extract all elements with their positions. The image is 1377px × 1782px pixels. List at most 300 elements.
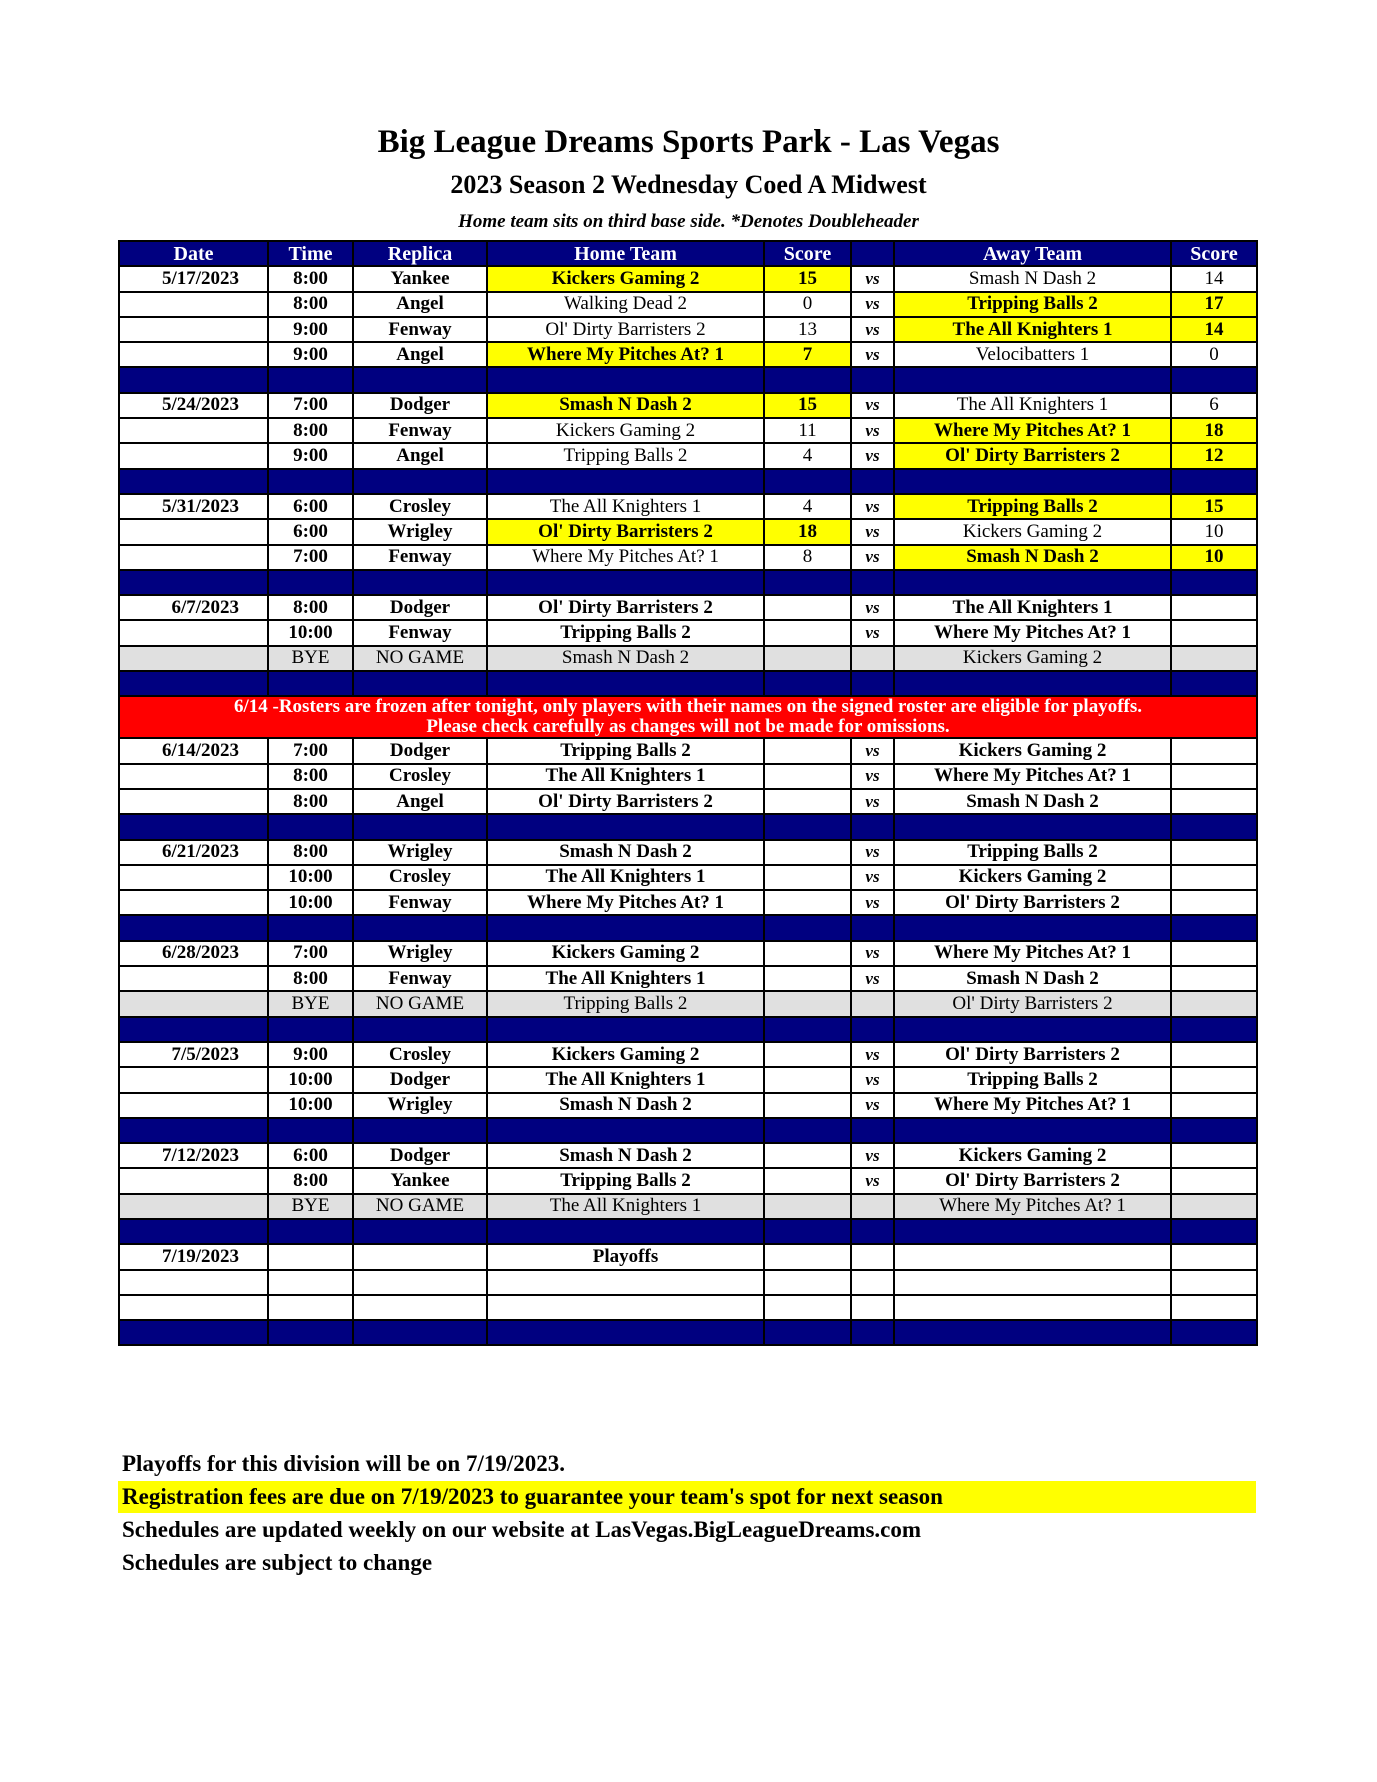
vs-cell: vs [851,595,894,620]
blank-cell [268,1270,353,1295]
spacer-row [119,671,1257,696]
vs-cell: vs [851,865,894,890]
replica-cell: NO GAME [353,991,487,1016]
spacer-cell [894,570,1171,595]
spacer-cell [764,1219,851,1244]
blank-cell [894,1270,1171,1295]
game-row [119,620,1257,645]
time-cell: 10:00 [268,620,353,645]
date-cell: 5/17/2023 [119,266,268,291]
blank-cell [764,1270,851,1295]
header-home-score: Score [764,241,851,266]
away-score-cell [1171,966,1257,991]
vs-cell: vs [851,393,894,418]
notice-row [119,696,1257,738]
time-cell: 9:00 [268,1042,353,1067]
game-row [119,595,1257,620]
vs-cell [851,991,894,1016]
vs-cell: vs [851,292,894,317]
vs-cell [851,1194,894,1219]
game-row [119,494,1257,519]
home-team-cell: The All Knighters 1 [487,1194,764,1219]
game-row [119,342,1257,367]
page-title: Big League Dreams Sports Park - Las Vegas [377,124,1000,160]
home-team-cell: The All Knighters 1 [487,966,764,991]
spacer-row [119,1320,1257,1345]
away-team-cell: Smash N Dash 2 [894,966,1171,991]
away-score-cell: 6 [1171,393,1257,418]
blank-cell [353,1295,487,1320]
replica-cell: Wrigley [353,519,487,544]
spacer-cell [487,1118,764,1143]
spacer-cell [1171,469,1257,494]
spacer-cell [487,671,764,696]
away-score-cell [1171,1042,1257,1067]
game-row [119,266,1257,291]
schedule-table [118,240,1258,1346]
vs-cell: vs [851,1093,894,1118]
spacer-row [119,367,1257,392]
game-row [119,1042,1257,1067]
spacer-cell [764,1017,851,1042]
spacer-cell [353,1320,487,1345]
blank-cell [119,1270,268,1295]
home-team-cell: Smash N Dash 2 [487,1093,764,1118]
away-score-cell [1171,620,1257,645]
date-cell [119,317,268,342]
replica-cell: Fenway [353,317,487,342]
date-cell: 6/21/2023 [119,840,268,865]
home-score-cell [764,1143,851,1168]
away-team-cell: Kickers Gaming 2 [894,519,1171,544]
date-cell [119,1194,268,1219]
home-team-cell: Smash N Dash 2 [487,393,764,418]
home-score-cell: 4 [764,494,851,519]
home-score-cell [764,789,851,814]
footer-line: Schedules are updated weekly on our website at LasVegas.BigLeagueDreams.com [122,1517,922,1542]
time-cell: 6:00 [268,1143,353,1168]
vs-cell: vs [851,840,894,865]
away-score-cell [1171,1168,1257,1193]
spacer-cell [353,570,487,595]
vs-cell: vs [851,342,894,367]
away-score-cell: 18 [1171,418,1257,443]
home-team-cell: Kickers Gaming 2 [487,1042,764,1067]
replica-cell: Crosley [353,494,487,519]
away-score-cell [1171,1194,1257,1219]
home-score-cell [764,1067,851,1092]
date-cell [119,966,268,991]
spacer-cell [764,469,851,494]
date-cell: 7/12/2023 [119,1143,268,1168]
away-score-cell [1171,789,1257,814]
spacer-cell [268,671,353,696]
home-score-cell: 7 [764,342,851,367]
away-score-cell: 0 [1171,342,1257,367]
spacer-cell [487,469,764,494]
vs-cell: vs [851,1168,894,1193]
away-score-cell: 10 [1171,545,1257,570]
date-cell: 7/19/2023 [119,1244,268,1269]
game-row [119,1143,1257,1168]
spacer-cell [1171,814,1257,839]
time-cell: 9:00 [268,317,353,342]
time-cell: 8:00 [268,1168,353,1193]
vs-cell [851,1244,894,1269]
away-team-cell: Tripping Balls 2 [894,292,1171,317]
home-score-cell [764,991,851,1016]
spacer-cell [487,814,764,839]
replica-cell: Fenway [353,418,487,443]
away-team-cell: Where My Pitches At? 1 [894,764,1171,789]
time-cell: 8:00 [268,840,353,865]
time-cell: 9:00 [268,443,353,468]
home-team-cell: Ol' Dirty Barristers 2 [487,595,764,620]
date-cell [119,646,268,671]
spacer-row [119,1219,1257,1244]
home-team-cell: Smash N Dash 2 [487,1143,764,1168]
spacer-cell [1171,1320,1257,1345]
game-row [119,840,1257,865]
home-score-cell [764,646,851,671]
home-score-cell [764,764,851,789]
spacer-cell [487,1320,764,1345]
spacer-cell [1171,1118,1257,1143]
game-row [119,418,1257,443]
footer-line: Playoffs for this division will be on 7/19/2023. [122,1451,566,1476]
vs-cell: vs [851,317,894,342]
schedule-body [119,266,1257,1345]
home-score-cell [764,738,851,763]
away-team-cell: Tripping Balls 2 [894,494,1171,519]
date-cell [119,1093,268,1118]
away-team-cell: Tripping Balls 2 [894,1067,1171,1092]
away-team-cell: Ol' Dirty Barristers 2 [894,991,1171,1016]
spacer-cell [353,671,487,696]
away-team-cell: The All Knighters 1 [894,595,1171,620]
vs-cell: vs [851,966,894,991]
home-team-cell: Ol' Dirty Barristers 2 [487,789,764,814]
home-team-cell: The All Knighters 1 [487,764,764,789]
home-team-cell: Where My Pitches At? 1 [487,545,764,570]
spacer-cell [119,367,268,392]
time-cell: 10:00 [268,890,353,915]
spacer-cell [119,570,268,595]
vs-cell: vs [851,890,894,915]
replica-cell: Wrigley [353,1093,487,1118]
date-cell: 5/31/2023 [119,494,268,519]
date-cell: 5/24/2023 [119,393,268,418]
spacer-cell [894,1017,1171,1042]
time-cell: 8:00 [268,764,353,789]
away-team-cell: Ol' Dirty Barristers 2 [894,1042,1171,1067]
home-score-cell [764,840,851,865]
away-score-cell: 10 [1171,519,1257,544]
date-cell [119,865,268,890]
spacer-cell [353,814,487,839]
game-row [119,789,1257,814]
roster-notice [119,696,1257,738]
vs-cell: vs [851,1067,894,1092]
vs-cell: vs [851,738,894,763]
table-header-row [119,241,1257,266]
home-team-cell: Smash N Dash 2 [487,840,764,865]
away-team-cell: Velocibatters 1 [894,342,1171,367]
game-row [119,941,1257,966]
blank-cell [894,1295,1171,1320]
away-score-cell [1171,865,1257,890]
spacer-cell [119,1219,268,1244]
date-cell [119,789,268,814]
time-cell: BYE [268,646,353,671]
home-team-cell: The All Knighters 1 [487,1067,764,1092]
time-cell: 7:00 [268,738,353,763]
away-team-cell: Smash N Dash 2 [894,545,1171,570]
home-score-cell [764,620,851,645]
header-replica: Replica [353,241,487,266]
away-score-cell [1171,738,1257,763]
away-score-cell [1171,646,1257,671]
away-score-cell [1171,764,1257,789]
away-score-cell [1171,991,1257,1016]
spacer-cell [851,671,894,696]
time-cell: 10:00 [268,1067,353,1092]
time-cell: 8:00 [268,292,353,317]
home-score-cell: 4 [764,443,851,468]
date-cell: 6/28/2023 [119,941,268,966]
spacer-cell [764,1118,851,1143]
spacer-cell [764,671,851,696]
away-team-cell: Where My Pitches At? 1 [894,1093,1171,1118]
game-row [119,393,1257,418]
time-cell: BYE [268,991,353,1016]
spacer-cell [487,367,764,392]
away-team-cell: Where My Pitches At? 1 [894,941,1171,966]
blank-cell [353,1270,487,1295]
away-score-cell: 14 [1171,266,1257,291]
home-score-cell [764,966,851,991]
spacer-cell [894,1118,1171,1143]
time-cell: 7:00 [268,545,353,570]
home-score-cell: 13 [764,317,851,342]
spacer-row [119,1017,1257,1042]
blank-cell [851,1270,894,1295]
replica-cell: Fenway [353,890,487,915]
spacer-cell [487,915,764,940]
away-score-cell [1171,941,1257,966]
game-row [119,317,1257,342]
spacer-cell [119,671,268,696]
away-team-cell: Where My Pitches At? 1 [894,620,1171,645]
spacer-cell [894,915,1171,940]
notice-line-2: Please check carefully as changes will not be made for omissions. [426,716,950,738]
spacer-cell [894,1219,1171,1244]
game-row [119,966,1257,991]
game-row [119,292,1257,317]
spacer-cell [268,469,353,494]
spacer-row [119,570,1257,595]
date-cell [119,545,268,570]
spacer-cell [851,814,894,839]
spacer-cell [268,814,353,839]
blank-row [119,1295,1257,1320]
vs-cell [851,646,894,671]
game-row [119,1168,1257,1193]
spacer-cell [851,1017,894,1042]
replica-cell: Dodger [353,1067,487,1092]
away-team-cell: Kickers Gaming 2 [894,1143,1171,1168]
home-score-cell [764,1093,851,1118]
spacer-cell [851,1320,894,1345]
away-score-cell [1171,595,1257,620]
spacer-cell [894,367,1171,392]
replica-cell: Crosley [353,764,487,789]
replica-cell: NO GAME [353,646,487,671]
vs-cell: vs [851,764,894,789]
home-team-cell: Walking Dead 2 [487,292,764,317]
replica-cell: Wrigley [353,941,487,966]
spacer-cell [851,915,894,940]
home-score-cell [764,1244,851,1269]
bye-row [119,1194,1257,1219]
playoff-row [119,1244,1257,1269]
away-score-cell [1171,1143,1257,1168]
vs-cell: vs [851,418,894,443]
blank-row [119,1270,1257,1295]
vs-cell: vs [851,620,894,645]
replica-cell: Dodger [353,595,487,620]
replica-cell: Wrigley [353,840,487,865]
game-row [119,443,1257,468]
vs-cell: vs [851,443,894,468]
away-team-cell: The All Knighters 1 [894,317,1171,342]
away-score-cell: 14 [1171,317,1257,342]
away-team-cell: Smash N Dash 2 [894,266,1171,291]
vs-cell: vs [851,266,894,291]
page-subtitle: 2023 Season 2 Wednesday Coed A Midwest [450,170,927,199]
away-team-cell: Where My Pitches At? 1 [894,418,1171,443]
replica-cell: Yankee [353,266,487,291]
header-away-team: Away Team [894,241,1171,266]
time-cell: 7:00 [268,941,353,966]
spacer-cell [487,570,764,595]
header-date: Date [119,241,268,266]
spacer-cell [268,1118,353,1143]
home-team-cell: Tripping Balls 2 [487,1168,764,1193]
page-note: Home team sits on third base side. *Denotes Doubleheader [458,211,919,232]
spacer-cell [1171,367,1257,392]
notice-line-1: 6/14 -Rosters are frozen after tonight, only players with their names on the signed roster are eligible for playoffs. [233,696,1143,718]
bye-row [119,646,1257,671]
away-score-cell [1171,1067,1257,1092]
header-home-team: Home Team [487,241,764,266]
replica-cell: Angel [353,789,487,814]
home-team-cell: The All Knighters 1 [487,865,764,890]
spacer-row [119,469,1257,494]
spacer-row [119,814,1257,839]
spacer-cell [353,1017,487,1042]
time-cell: 10:00 [268,865,353,890]
home-team-cell: Smash N Dash 2 [487,646,764,671]
spacer-cell [268,1219,353,1244]
away-team-cell [894,1244,1171,1269]
date-cell: 6/14/2023 [119,738,268,763]
away-team-cell: Where My Pitches At? 1 [894,1194,1171,1219]
time-cell [268,1244,353,1269]
replica-cell: Angel [353,443,487,468]
blank-cell [119,1295,268,1320]
spacer-cell [119,1017,268,1042]
footer-line: Schedules are subject to change [122,1550,433,1575]
spacer-cell [353,915,487,940]
home-team-cell: Where My Pitches At? 1 [487,342,764,367]
spacer-cell [119,1118,268,1143]
away-score-cell: 17 [1171,292,1257,317]
blank-cell [268,1295,353,1320]
time-cell: 9:00 [268,342,353,367]
spacer-cell [487,1219,764,1244]
away-score-cell [1171,890,1257,915]
replica-cell: Dodger [353,1143,487,1168]
bye-row [119,991,1257,1016]
time-cell: 8:00 [268,966,353,991]
date-cell: 6/7/2023 [119,595,268,620]
replica-cell: Dodger [353,393,487,418]
away-score-cell: 12 [1171,443,1257,468]
away-score-cell [1171,1244,1257,1269]
away-team-cell: Ol' Dirty Barristers 2 [894,890,1171,915]
replica-cell: Dodger [353,738,487,763]
home-score-cell [764,890,851,915]
home-score-cell: 15 [764,266,851,291]
date-cell [119,991,268,1016]
spacer-cell [894,671,1171,696]
spacer-cell [353,469,487,494]
blank-cell [851,1295,894,1320]
spacer-cell [764,814,851,839]
time-cell: 8:00 [268,418,353,443]
time-cell: 6:00 [268,519,353,544]
footer-line: Registration fees are due on 7/19/2023 to guarantee your team's spot for next season [118,1481,1256,1513]
away-team-cell: The All Knighters 1 [894,393,1171,418]
home-team-cell: Ol' Dirty Barristers 2 [487,317,764,342]
home-team-cell: Where My Pitches At? 1 [487,890,764,915]
spacer-cell [764,570,851,595]
time-cell: 8:00 [268,595,353,620]
date-cell [119,620,268,645]
home-team-cell: Kickers Gaming 2 [487,266,764,291]
spacer-cell [851,1118,894,1143]
home-score-cell: 15 [764,393,851,418]
date-cell [119,342,268,367]
home-team-cell: Tripping Balls 2 [487,738,764,763]
vs-cell: vs [851,519,894,544]
blank-cell [1171,1270,1257,1295]
spacer-cell [894,469,1171,494]
spacer-row [119,915,1257,940]
date-cell [119,1067,268,1092]
spacer-cell [851,367,894,392]
spacer-cell [268,570,353,595]
header-away-score: Score [1171,241,1257,266]
spacer-cell [119,469,268,494]
header-vs [851,241,894,266]
replica-cell: Angel [353,342,487,367]
time-cell: BYE [268,1194,353,1219]
game-row [119,545,1257,570]
home-team-cell: Tripping Balls 2 [487,443,764,468]
home-team-cell: Kickers Gaming 2 [487,418,764,443]
